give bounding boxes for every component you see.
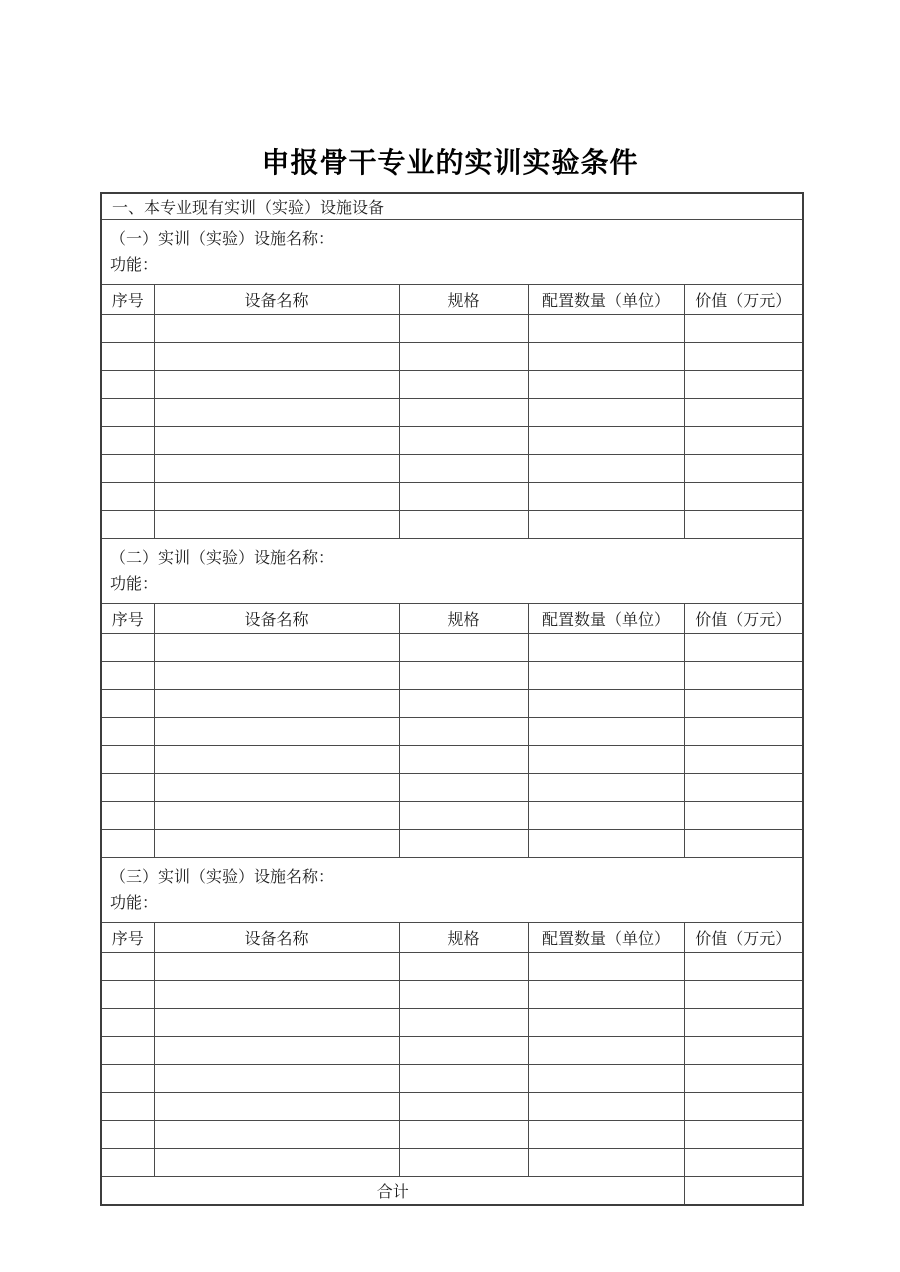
empty-cell (101, 662, 154, 690)
table-row (101, 371, 803, 399)
empty-cell (399, 634, 528, 662)
table-row (101, 1009, 803, 1037)
header-cell-equipment-name: 设备名称 (154, 285, 399, 315)
header-cell-seq: 序号 (101, 285, 154, 315)
table-row (101, 1065, 803, 1093)
empty-cell (684, 455, 803, 483)
empty-cell (528, 1093, 684, 1121)
header-row (101, 604, 803, 634)
empty-cell (101, 343, 154, 371)
header-cell-spec: 规格 (399, 923, 528, 953)
empty-cell (154, 718, 399, 746)
empty-cell (399, 315, 528, 343)
header-cell-seq: 序号 (101, 923, 154, 953)
table-row (101, 1121, 803, 1149)
empty-cell (684, 662, 803, 690)
empty-cell (101, 1009, 154, 1037)
empty-cell (528, 981, 684, 1009)
empty-cell (101, 953, 154, 981)
header-cell-quantity: 配置数量（单位） (528, 923, 684, 953)
empty-cell (154, 690, 399, 718)
header-cell-spec: 规格 (399, 285, 528, 315)
section-2 (101, 539, 803, 858)
facility-name-label: （三）实训（实验）设施名称： (110, 869, 335, 886)
part-heading-row (101, 193, 803, 220)
empty-cell (101, 690, 154, 718)
empty-cell (528, 427, 684, 455)
empty-cell (399, 830, 528, 858)
empty-cell (684, 634, 803, 662)
empty-cell (154, 1065, 399, 1093)
table-row (101, 511, 803, 539)
empty-cell (399, 427, 528, 455)
empty-cell (684, 1149, 803, 1177)
table-row (101, 690, 803, 718)
facility-name-cell (101, 858, 803, 923)
empty-cell (154, 830, 399, 858)
empty-cell (399, 1093, 528, 1121)
empty-cell (684, 315, 803, 343)
part-heading-cell: 一、本专业现有实训（实验）设施设备 (101, 193, 803, 220)
empty-cell (399, 690, 528, 718)
empty-cell (101, 1037, 154, 1065)
empty-cell (528, 511, 684, 539)
empty-cell (399, 371, 528, 399)
empty-cell (101, 718, 154, 746)
empty-cell (528, 746, 684, 774)
empty-cell (101, 315, 154, 343)
empty-cell (399, 662, 528, 690)
empty-cell (101, 774, 154, 802)
empty-cell (684, 830, 803, 858)
table-row (101, 1037, 803, 1065)
empty-cell (154, 662, 399, 690)
table-row (101, 455, 803, 483)
empty-cell (101, 399, 154, 427)
empty-cell (154, 746, 399, 774)
empty-cell (528, 1037, 684, 1065)
total-row (101, 1177, 803, 1206)
empty-cell (684, 399, 803, 427)
empty-cell (154, 455, 399, 483)
table-row (101, 1149, 803, 1177)
empty-cell (684, 1121, 803, 1149)
empty-cell (684, 1037, 803, 1065)
empty-cell (684, 343, 803, 371)
empty-cell (399, 1009, 528, 1037)
empty-cell (101, 1121, 154, 1149)
empty-cell (399, 1121, 528, 1149)
empty-cell (528, 774, 684, 802)
facility-name-label: （一）实训（实验）设施名称： (110, 231, 335, 248)
empty-cell (399, 455, 528, 483)
table-row (101, 315, 803, 343)
empty-cell (399, 774, 528, 802)
empty-cell (528, 371, 684, 399)
table-row (101, 953, 803, 981)
empty-cell (528, 455, 684, 483)
empty-cell (399, 802, 528, 830)
empty-cell (399, 483, 528, 511)
empty-cell (154, 981, 399, 1009)
empty-cell (528, 690, 684, 718)
empty-cell (101, 371, 154, 399)
header-cell-spec: 规格 (399, 604, 528, 634)
header-cell-quantity: 配置数量（单位） (528, 285, 684, 315)
header-cell-equipment-name: 设备名称 (154, 604, 399, 634)
empty-cell (399, 399, 528, 427)
empty-cell (154, 1121, 399, 1149)
header-cell-seq: 序号 (101, 604, 154, 634)
header-row (101, 285, 803, 315)
empty-cell (101, 981, 154, 1009)
table-row (101, 662, 803, 690)
empty-cell (154, 1149, 399, 1177)
empty-cell (684, 953, 803, 981)
empty-cell (399, 953, 528, 981)
empty-cell (399, 718, 528, 746)
section-1 (101, 220, 803, 539)
empty-cell (101, 1149, 154, 1177)
header-cell-value: 价值（万元） (684, 923, 803, 953)
empty-cell (528, 1009, 684, 1037)
empty-cell (154, 802, 399, 830)
section-3 (101, 858, 803, 1177)
empty-cell (528, 718, 684, 746)
table-row (101, 399, 803, 427)
empty-cell (101, 746, 154, 774)
empty-cell (528, 802, 684, 830)
empty-cell (684, 718, 803, 746)
facility-name-row (101, 220, 803, 285)
empty-cell (101, 511, 154, 539)
table-row (101, 343, 803, 371)
empty-cell (684, 981, 803, 1009)
empty-cell (154, 343, 399, 371)
table-row (101, 981, 803, 1009)
empty-cell (101, 830, 154, 858)
empty-cell (101, 1093, 154, 1121)
empty-cell (101, 1065, 154, 1093)
facility-name-row (101, 539, 803, 604)
empty-cell (528, 1065, 684, 1093)
empty-cell (399, 746, 528, 774)
empty-cell (528, 343, 684, 371)
empty-cell (101, 455, 154, 483)
facility-name-label: （二）实训（实验）设施名称： (110, 550, 335, 567)
empty-cell (528, 1121, 684, 1149)
empty-cell (684, 746, 803, 774)
empty-cell (684, 802, 803, 830)
header-cell-value: 价值（万元） (684, 604, 803, 634)
empty-cell (154, 1093, 399, 1121)
table-row (101, 774, 803, 802)
table-row (101, 1093, 803, 1121)
empty-cell (154, 1037, 399, 1065)
empty-cell (528, 315, 684, 343)
facility-name-cell (101, 539, 803, 604)
table-row (101, 427, 803, 455)
facility-name-cell (101, 220, 803, 285)
empty-cell (684, 1065, 803, 1093)
empty-cell (154, 427, 399, 455)
empty-cell (684, 511, 803, 539)
empty-cell (528, 662, 684, 690)
total-label-cell: 合计 (101, 1177, 684, 1206)
empty-cell (101, 802, 154, 830)
function-label: 功能： (110, 895, 159, 912)
table-row (101, 830, 803, 858)
empty-cell (154, 1009, 399, 1037)
table-row (101, 483, 803, 511)
empty-cell (684, 427, 803, 455)
empty-cell (399, 981, 528, 1009)
empty-cell (399, 1149, 528, 1177)
empty-cell (154, 483, 399, 511)
empty-cell (399, 511, 528, 539)
empty-cell (154, 953, 399, 981)
empty-cell (154, 774, 399, 802)
empty-cell (399, 1037, 528, 1065)
empty-cell (101, 634, 154, 662)
header-cell-quantity: 配置数量（单位） (528, 604, 684, 634)
empty-cell (399, 343, 528, 371)
facility-name-row (101, 858, 803, 923)
empty-cell (154, 315, 399, 343)
empty-cell (528, 634, 684, 662)
empty-cell (101, 483, 154, 511)
empty-cell (528, 953, 684, 981)
empty-cell (399, 1065, 528, 1093)
empty-cell (528, 830, 684, 858)
empty-cell (154, 511, 399, 539)
empty-cell (684, 483, 803, 511)
empty-cell (528, 1149, 684, 1177)
empty-cell (684, 371, 803, 399)
empty-cell (684, 1093, 803, 1121)
total-value-cell (684, 1177, 803, 1206)
empty-cell (154, 634, 399, 662)
table-row (101, 718, 803, 746)
empty-cell (684, 1009, 803, 1037)
table-row (101, 802, 803, 830)
page-title: 申报骨干专业的实训实验条件 (261, 147, 639, 178)
empty-cell (154, 371, 399, 399)
empty-cell (101, 427, 154, 455)
empty-cell (684, 774, 803, 802)
training-conditions-table (100, 192, 804, 1206)
empty-cell (528, 399, 684, 427)
table-row (101, 746, 803, 774)
table-row (101, 634, 803, 662)
header-cell-equipment-name: 设备名称 (154, 923, 399, 953)
empty-cell (528, 483, 684, 511)
header-row (101, 923, 803, 953)
function-label: 功能： (110, 257, 159, 274)
empty-cell (684, 690, 803, 718)
function-label: 功能： (110, 576, 159, 593)
empty-cell (154, 399, 399, 427)
header-cell-value: 价值（万元） (684, 285, 803, 315)
